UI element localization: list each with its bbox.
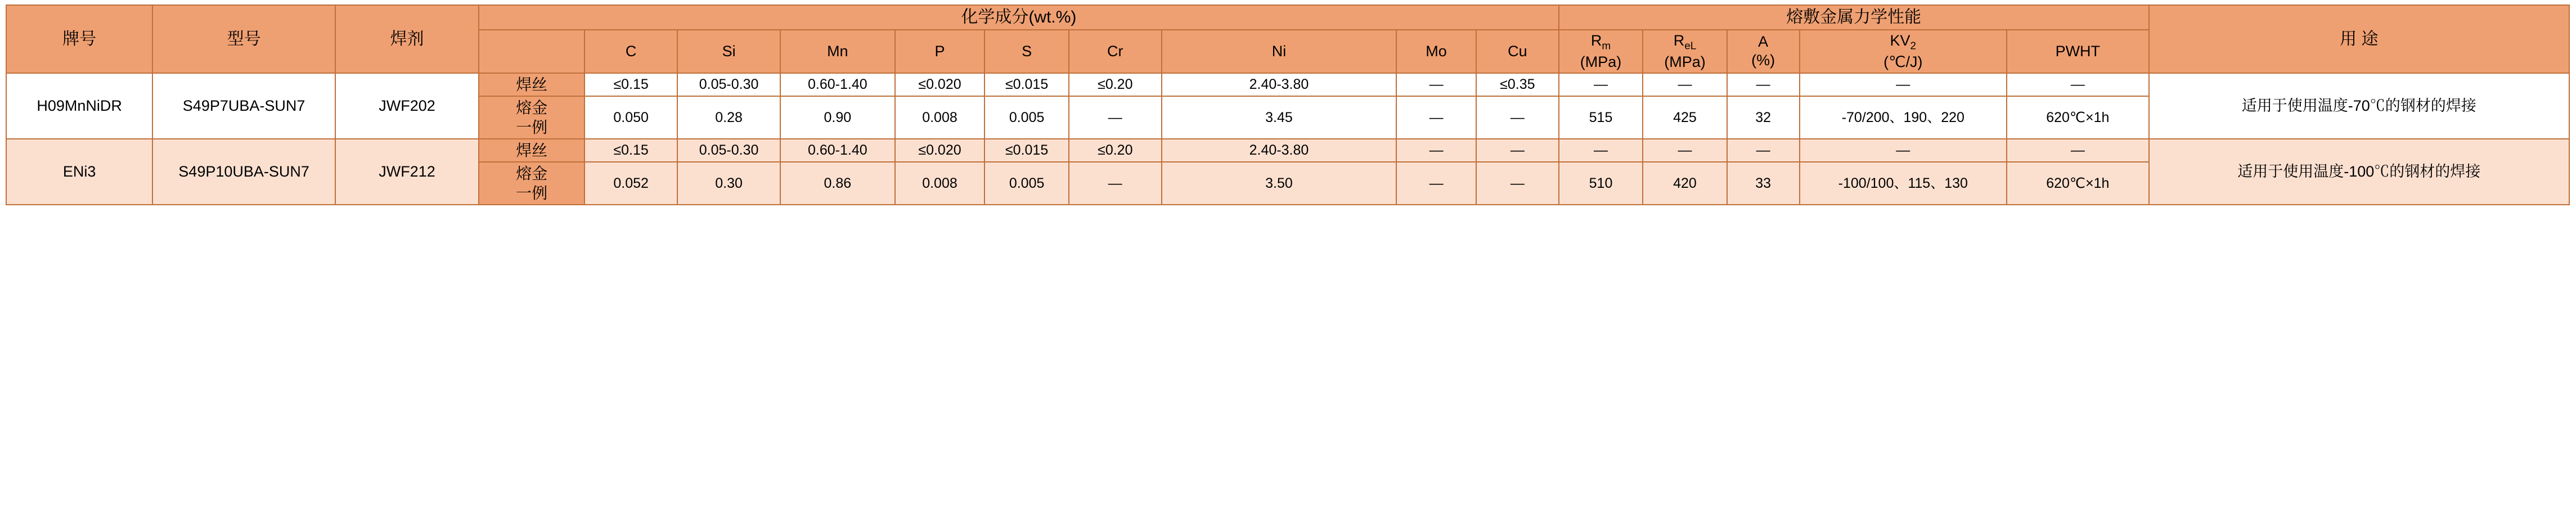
cell-chem-p: 0.008 — [895, 96, 985, 139]
header-group-chemistry: 化学成分(wt.%) — [479, 5, 1559, 30]
cell-chem-s: ≤0.015 — [984, 139, 1068, 162]
cell-model: S49P10UBA-SUN7 — [152, 139, 335, 205]
cell-subrow-label: 焊丝 — [479, 73, 585, 96]
cell-chem-cu: — — [1476, 162, 1559, 205]
cell-brand: H09MnNiDR — [6, 73, 152, 139]
cell-chem-p: 0.008 — [895, 162, 985, 205]
cell-chem-si: 0.05-0.30 — [677, 73, 780, 96]
cell-mech-a: 32 — [1727, 96, 1800, 139]
cell-mech-rm: — — [1559, 73, 1643, 96]
cell-flux: JWF202 — [335, 73, 479, 139]
cell-mech-rel: — — [1643, 73, 1727, 96]
cell-chem-si: 0.30 — [677, 162, 780, 205]
cell-chem-si: 0.05-0.30 — [677, 139, 780, 162]
cell-use: 适用于使用温度-100℃的钢材的焊接 — [2149, 139, 2569, 205]
header-mech-a-unit: (%) — [1751, 52, 1775, 69]
cell-subrow-label — [479, 96, 585, 139]
cell-chem-cr: — — [1069, 162, 1162, 205]
cell-mech-kv2: — — [1800, 73, 2007, 96]
cell-mech-a: — — [1727, 73, 1800, 96]
header-mech-rm-sub: m — [1602, 39, 1611, 52]
header-mech-a-main: A — [1758, 33, 1769, 50]
cell-chem-mo: — — [1396, 73, 1476, 96]
cell-chem-cr: ≤0.20 — [1069, 73, 1162, 96]
header-mech-rel-unit: (MPa) — [1664, 53, 1706, 70]
cell-subrow-label-line1: 熔金 — [516, 99, 548, 117]
cell-mech-pwht: 620℃×1h — [2007, 162, 2149, 205]
cell-chem-mn: 0.60-1.40 — [780, 139, 895, 162]
header-chem-mn: Mn — [780, 30, 895, 74]
header-mech-kv2 — [1800, 30, 2007, 74]
cell-chem-cu: ≤0.35 — [1476, 73, 1559, 96]
cell-chem-mo: — — [1396, 96, 1476, 139]
header-brand: 牌号 — [6, 5, 152, 73]
cell-subrow-label-line2: 一例 — [516, 184, 548, 202]
header-mech-kv2-main: KV — [1890, 31, 1910, 49]
cell-mech-a: 33 — [1727, 162, 1800, 205]
cell-chem-c: ≤0.15 — [585, 139, 677, 162]
cell-chem-s: 0.005 — [984, 96, 1068, 139]
header-chem-s: S — [984, 30, 1068, 74]
cell-use: 适用于使用温度-70℃的钢材的焊接 — [2149, 73, 2569, 139]
cell-mech-rel: 425 — [1643, 96, 1727, 139]
cell-subrow-label-line2: 一例 — [516, 119, 548, 137]
cell-chem-ni: 2.40-3.80 — [1162, 73, 1396, 96]
header-mech-rm-unit: (MPa) — [1580, 53, 1622, 70]
header-mech-pwht — [2007, 30, 2149, 74]
header-chem-ni: Ni — [1162, 30, 1396, 74]
header-mech-rm-main: R — [1590, 31, 1602, 49]
header-mech-rm — [1559, 30, 1643, 74]
cell-chem-s: 0.005 — [984, 162, 1068, 205]
cell-chem-c: 0.052 — [585, 162, 677, 205]
cell-chem-p: ≤0.020 — [895, 73, 985, 96]
header-chem-mo: Mo — [1396, 30, 1476, 74]
cell-mech-kv2: -100/100、115、130 — [1800, 162, 2007, 205]
cell-chem-mn: 0.90 — [780, 96, 895, 139]
header-mech-rel-main: R — [1673, 31, 1685, 49]
cell-chem-ni: 3.50 — [1162, 162, 1396, 205]
header-chem-si: Si — [677, 30, 780, 74]
cell-chem-mn: 0.86 — [780, 162, 895, 205]
welding-consumables-table — [6, 4, 2570, 205]
cell-chem-cu: — — [1476, 139, 1559, 162]
header-use: 用 途 — [2149, 5, 2569, 73]
header-model: 型号 — [152, 5, 335, 73]
header-mech-kv2-sub: 2 — [1910, 39, 1917, 52]
cell-mech-rm: 510 — [1559, 162, 1643, 205]
cell-chem-cr: ≤0.20 — [1069, 139, 1162, 162]
header-chem-p: P — [895, 30, 985, 74]
header-subrow-type — [479, 30, 585, 74]
cell-chem-cr: — — [1069, 96, 1162, 139]
cell-chem-p: ≤0.020 — [895, 139, 985, 162]
cell-mech-pwht: — — [2007, 73, 2149, 96]
header-mech-rel-sub: eL — [1684, 39, 1697, 52]
cell-brand: ENi3 — [6, 139, 152, 205]
cell-subrow-label — [479, 162, 585, 205]
table-row — [6, 73, 2569, 96]
cell-chem-s: ≤0.015 — [984, 73, 1068, 96]
cell-mech-a: — — [1727, 139, 1800, 162]
cell-mech-kv2: — — [1800, 139, 2007, 162]
cell-model: S49P7UBA-SUN7 — [152, 73, 335, 139]
cell-chem-cu: — — [1476, 96, 1559, 139]
header-mech-kv2-unit: (℃/J) — [1883, 53, 1923, 70]
cell-subrow-label: 焊丝 — [479, 139, 585, 162]
cell-mech-rm: 515 — [1559, 96, 1643, 139]
cell-chem-mo: — — [1396, 162, 1476, 205]
cell-subrow-label-line1: 熔金 — [516, 165, 548, 183]
cell-chem-c: ≤0.15 — [585, 73, 677, 96]
header-flux: 焊剂 — [335, 5, 479, 73]
cell-mech-kv2: -70/200、190、220 — [1800, 96, 2007, 139]
header-mech-pwht-main: PWHT — [2055, 42, 2101, 60]
header-chem-cu: Cu — [1476, 30, 1559, 74]
cell-chem-mn: 0.60-1.40 — [780, 73, 895, 96]
cell-chem-ni: 2.40-3.80 — [1162, 139, 1396, 162]
cell-chem-c: 0.050 — [585, 96, 677, 139]
cell-mech-pwht: 620℃×1h — [2007, 96, 2149, 139]
header-mech-a — [1727, 30, 1800, 74]
cell-mech-rel: 420 — [1643, 162, 1727, 205]
header-group-mechanical: 熔敷金属力学性能 — [1559, 5, 2149, 30]
header-chem-cr: Cr — [1069, 30, 1162, 74]
table-row — [6, 139, 2569, 162]
cell-mech-rm: — — [1559, 139, 1643, 162]
header-mech-rel — [1643, 30, 1727, 74]
cell-mech-rel: — — [1643, 139, 1727, 162]
header-chem-c: C — [585, 30, 677, 74]
cell-chem-si: 0.28 — [677, 96, 780, 139]
cell-chem-ni: 3.45 — [1162, 96, 1396, 139]
header-row-1 — [6, 5, 2569, 30]
cell-chem-mo: — — [1396, 139, 1476, 162]
cell-mech-pwht: — — [2007, 139, 2149, 162]
cell-flux: JWF212 — [335, 139, 479, 205]
